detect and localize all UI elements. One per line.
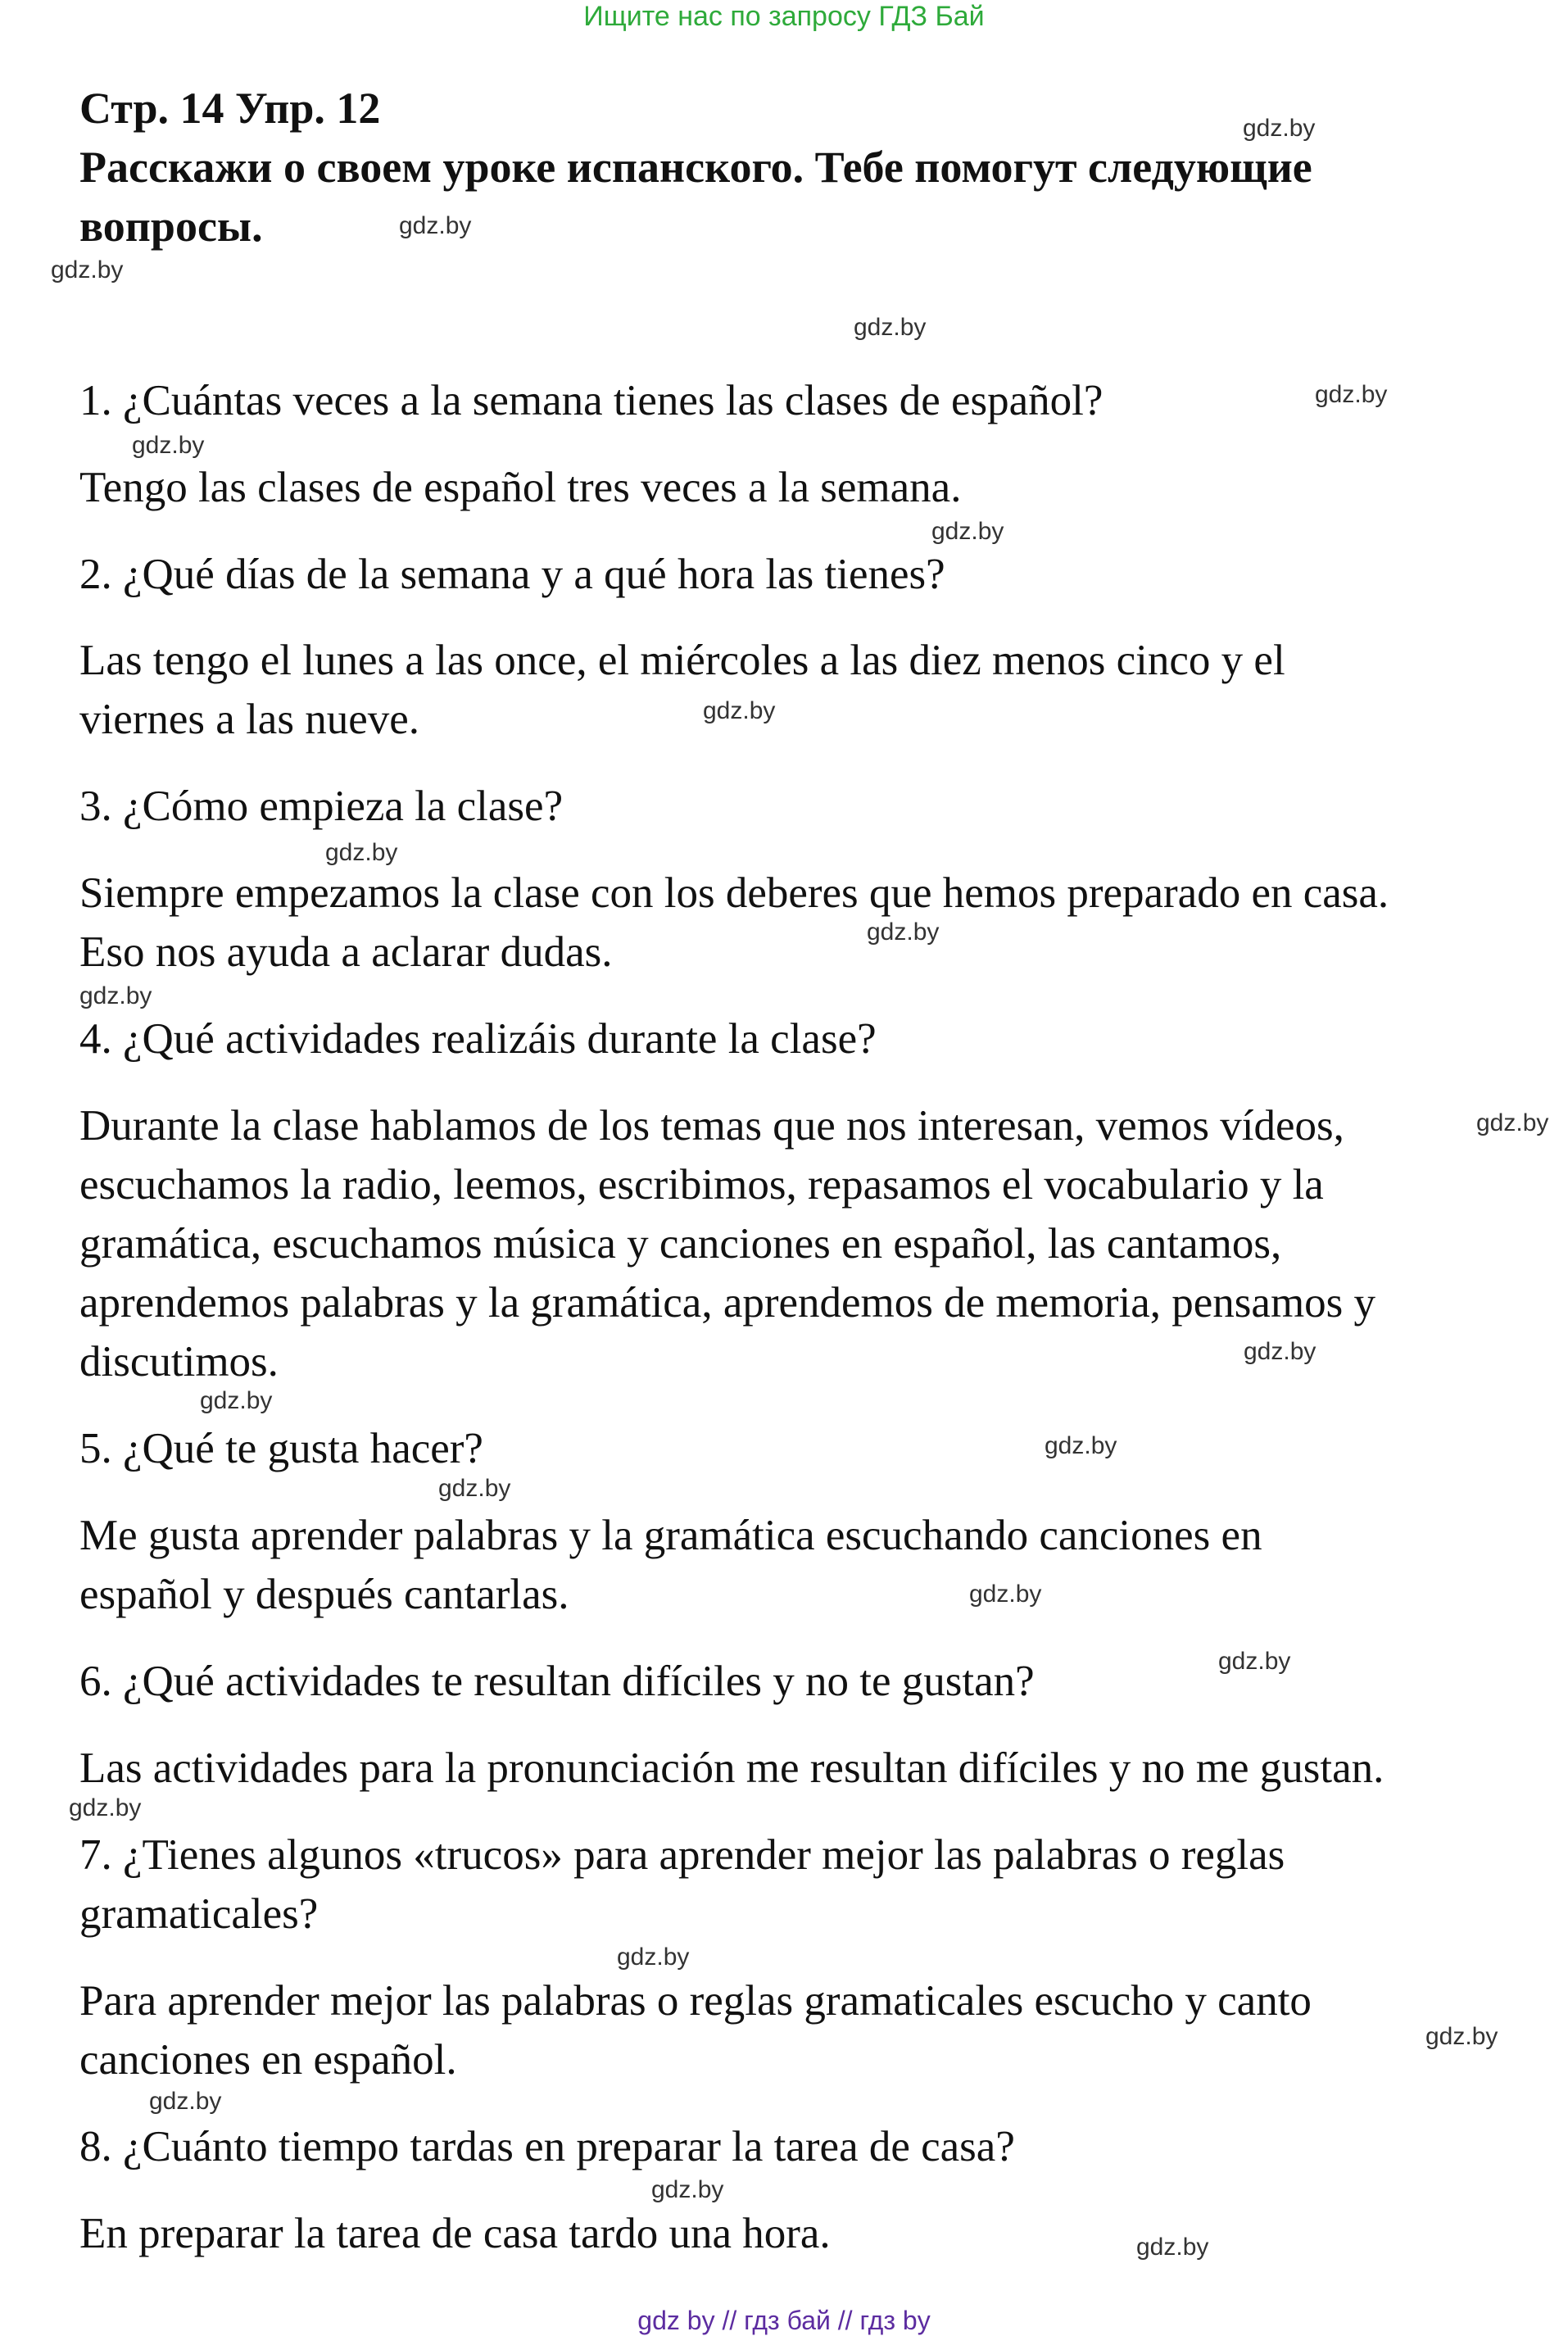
answer-4-line-2: escuchamos la radio, leemos, escribimos, repasamos el vocabulario y la [79,1161,1324,1209]
question-2: 2. ¿Qué días de la semana y a qué hora las tienes? [79,551,945,598]
task-line-2: вопросы. [79,202,263,251]
answer-4-line-4: aprendemos palabras y la gramática, aprendemos de memoria, pensamos y [79,1279,1376,1327]
answer-4-line-5: discutimos. [79,1338,279,1386]
question-1: 1. ¿Cuántas veces a la semana tienes las clases de español? [79,377,1103,424]
answer-4-line-1: Durante la clase hablamos de los temas que nos interesan, vemos vídeos, [79,1102,1344,1150]
answer-4-line-3: gramática, escuchamos música y canciones en español, las cantamos, [79,1220,1282,1268]
answer-5-line-1: Me gusta aprender palabras y la gramática escuchando canciones en [79,1512,1262,1559]
watermark: gdz.by [703,697,776,724]
answer-2-line-1: Las tengo el lunes a las once, el miércoles a las diez menos cinco y el [79,637,1285,684]
watermark: gdz.by [149,2088,222,2115]
watermark: gdz.by [1315,381,1388,408]
watermark: gdz.by [651,2176,724,2203]
question-7-line-2: gramaticales? [79,1890,319,1938]
watermark: gdz.by [969,1581,1042,1608]
answer-3-line-1: Siempre empezamos la clase con los deberes que hemos preparado en casa. [79,869,1389,917]
watermark: gdz.by [1243,115,1316,142]
watermark: gdz.by [51,256,124,283]
watermark: gdz.by [1136,2234,1209,2261]
question-7-line-1: 7. ¿Tienes algunos «trucos» para aprender mejor las palabras o reglas [79,1831,1285,1879]
watermark: gdz.by [1218,1648,1291,1675]
watermark: gdz.by [69,1794,142,1821]
watermark: gdz.by [200,1387,273,1414]
question-3: 3. ¿Cómo empieza la clase? [79,782,564,830]
footer-links: gdz by // гдз бай // гдз by [637,2306,931,2335]
watermark: gdz.by [867,918,940,946]
watermark: gdz.by [132,432,205,459]
watermark: gdz.by [617,1944,690,1971]
watermark: gdz.by [1045,1432,1117,1459]
page-title: Стр. 14 Упр. 12 [79,84,381,133]
watermark: gdz.by [1476,1109,1549,1136]
question-8: 8. ¿Cuánto tiempo tardas en preparar la tarea de casa? [79,2123,1015,2170]
answer-2-line-2: viernes a las nueve. [79,696,419,743]
answer-8-line-1: En preparar la tarea de casa tardo una hora. [79,2210,831,2257]
watermark: gdz.by [438,1475,511,1502]
answer-3-line-2: Eso nos ayuda a aclarar dudas. [79,928,613,976]
header-banner: Ищите нас по запросу ГДЗ Бай [583,1,985,32]
watermark: gdz.by [1425,2023,1498,2050]
watermark: gdz.by [79,982,152,1009]
question-4: 4. ¿Qué actividades realizáis durante la clase? [79,1015,877,1063]
watermark: gdz.by [399,212,472,239]
watermark: gdz.by [931,518,1004,545]
answer-7-line-2: canciones en español. [79,2036,457,2084]
answer-7-line-1: Para aprender mejor las palabras o reglas gramaticales escucho y canto [79,1977,1312,2025]
watermark: gdz.by [325,839,398,866]
question-5: 5. ¿Qué te gusta hacer? [79,1425,483,1472]
question-6: 6. ¿Qué actividades te resultan difíciles y no te gustan? [79,1658,1035,1705]
answer-5-line-2: español y después cantarlas. [79,1571,569,1618]
answer-1-line-1: Tengo las clases de español tres veces a la semana. [79,464,962,511]
task-line-1: Расскажи о своем уроке испанского. Тебе помогут следующие [79,143,1312,192]
watermark: gdz.by [1244,1338,1316,1365]
watermark: gdz.by [854,314,927,341]
answer-6-line-1: Las actividades para la pronunciación me resultan difíciles y no me gustan. [79,1744,1384,1792]
